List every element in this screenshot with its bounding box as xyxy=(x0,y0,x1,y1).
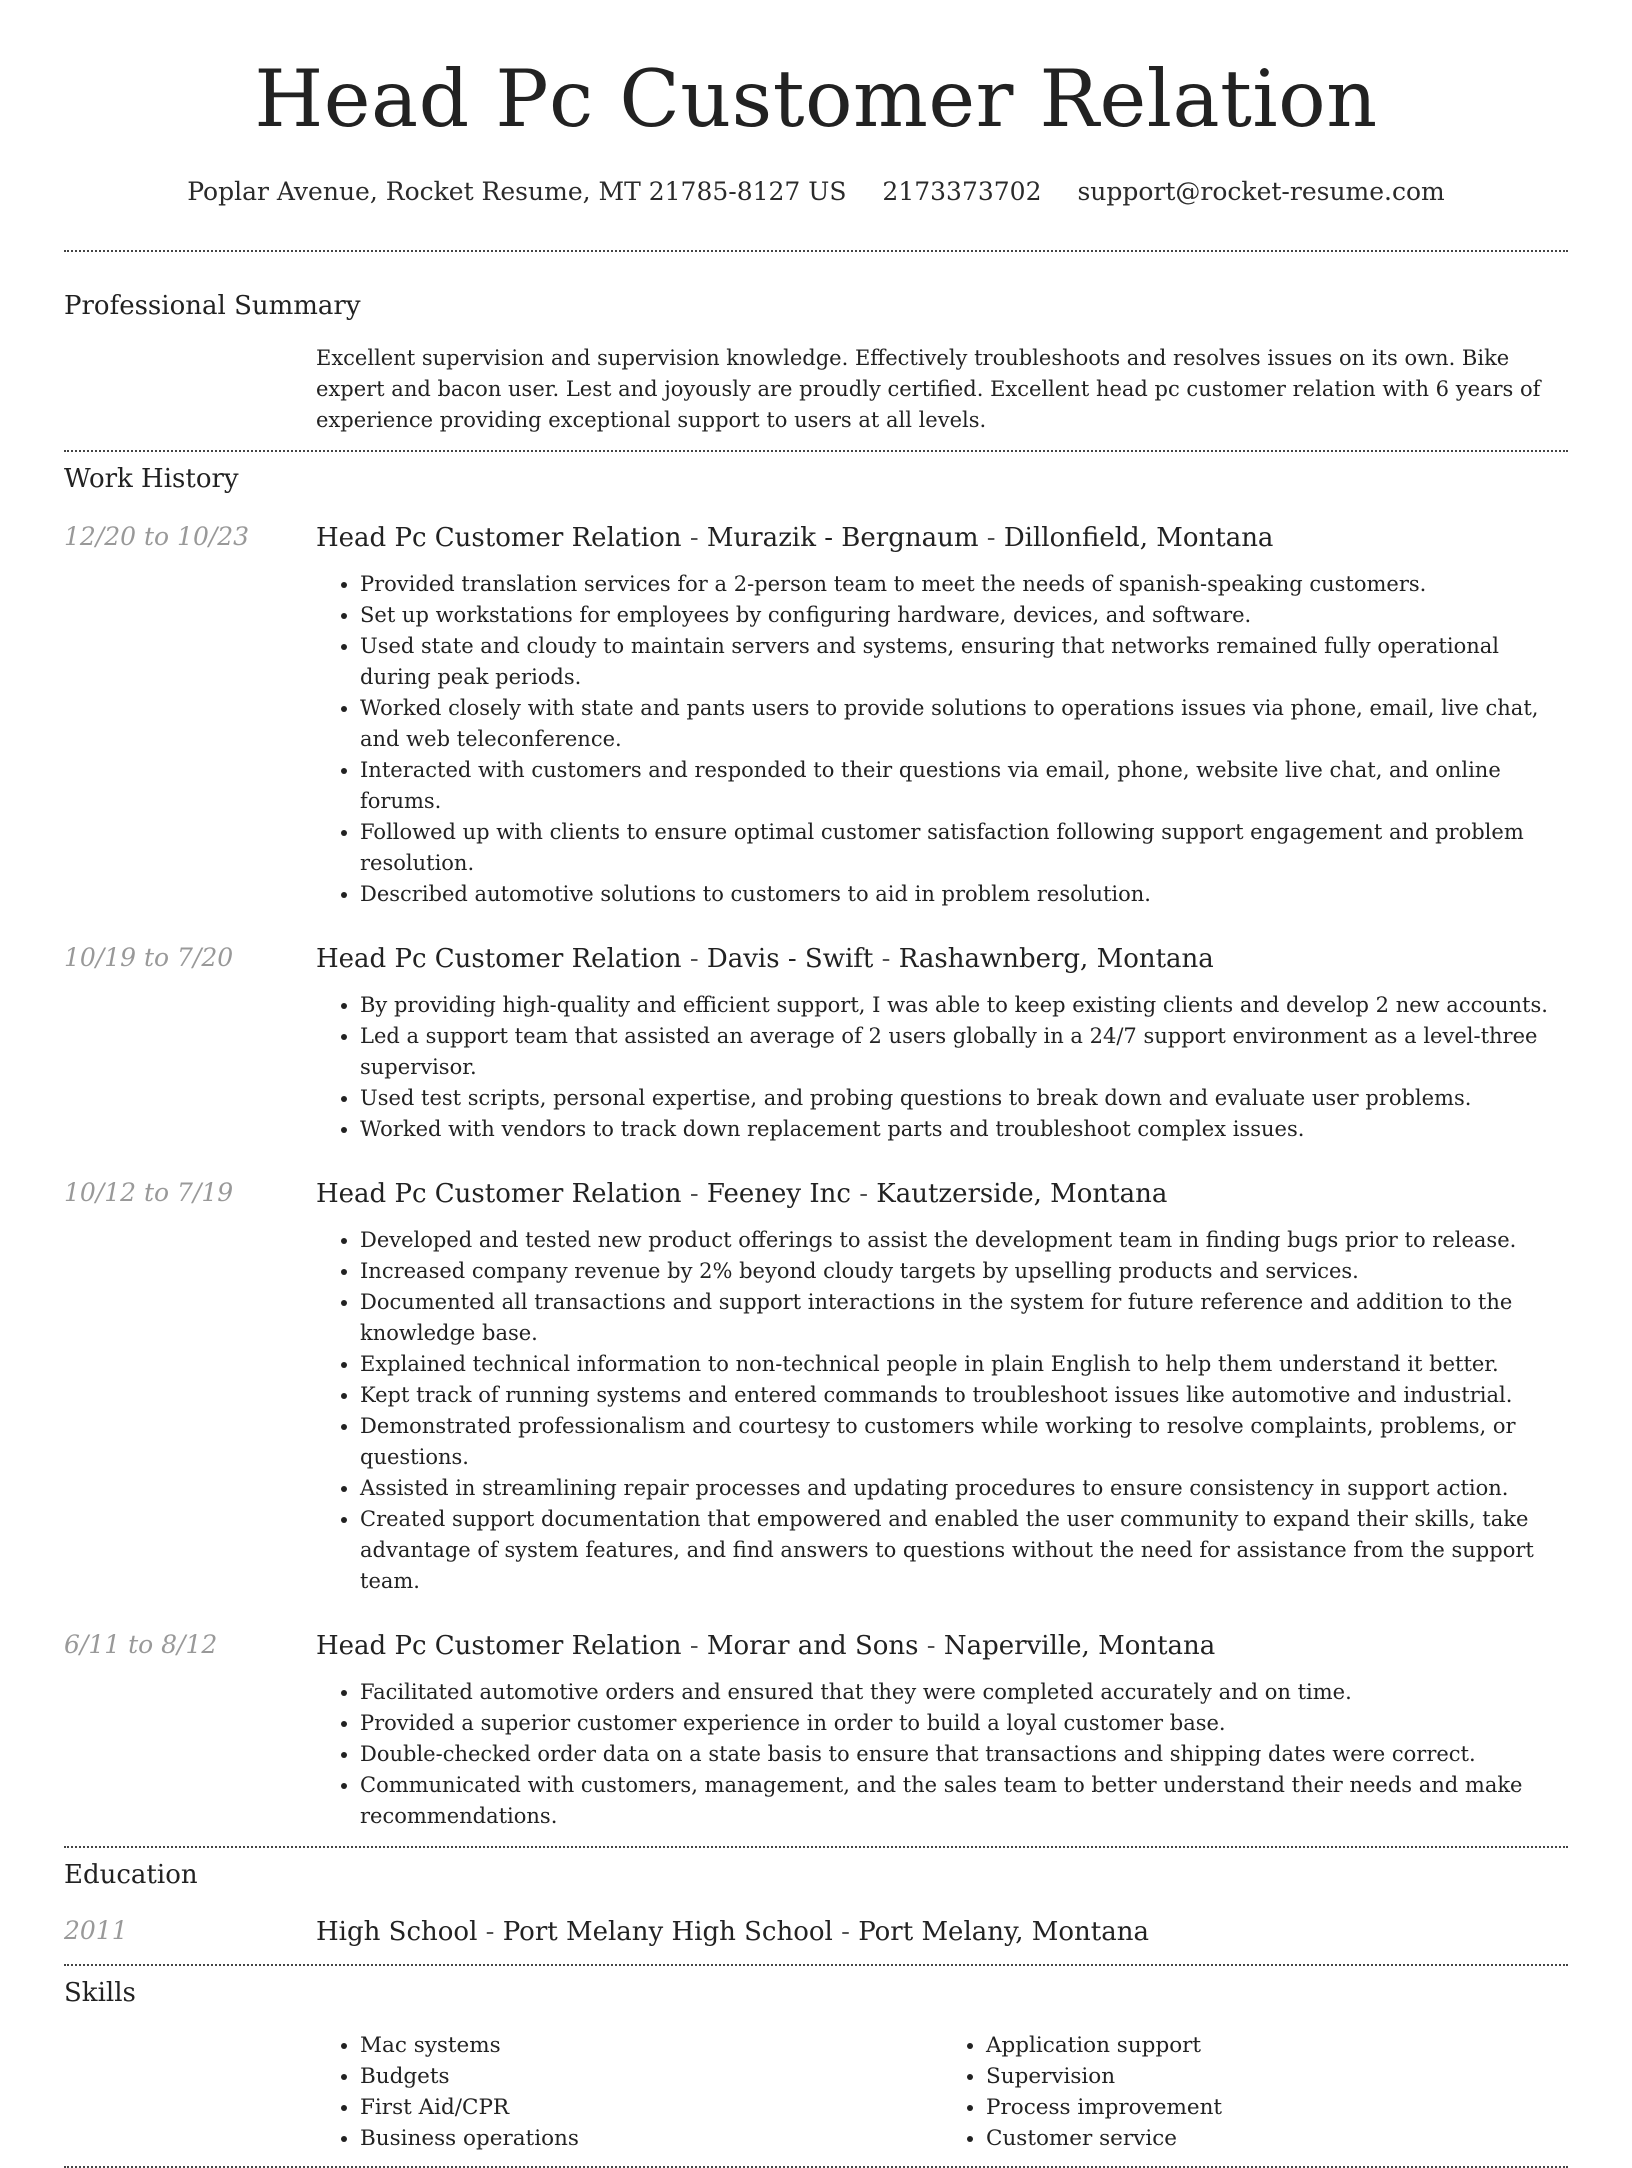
education-location: Port Melany, Montana xyxy=(858,1917,1149,1947)
job-dates: 6/11 to 8/12 xyxy=(64,1630,218,1659)
job-dates: 10/12 to 7/19 xyxy=(64,1178,234,1207)
job-bullet: • Facilitated automotive orders and ensured that they were completed accurately and on time. xyxy=(360,1677,1568,1708)
job-entry xyxy=(0,1630,1632,1832)
education-list xyxy=(0,1916,1632,1948)
job-bullet: • Demonstrated professionalism and courtesy to customers while working to resolve complaints, problems, or questions. xyxy=(360,1411,1568,1473)
skill-item: • Business operations xyxy=(360,2123,942,2154)
job-company: Feeney Inc xyxy=(706,1179,851,1209)
job-bullet: • Developed and tested new product offerings to assist the development team in finding bugs prior to release. xyxy=(360,1225,1568,1256)
job-title: Head Pc Customer Relation xyxy=(316,944,682,974)
job-bullet: • Double-checked order data on a state basis to ensure that transactions and shipping dates were correct. xyxy=(360,1739,1568,1770)
separator: - xyxy=(850,1179,877,1209)
job-company: Murazik - Bergnaum xyxy=(706,523,979,553)
job-bullets xyxy=(316,1225,1568,1597)
contact-line xyxy=(0,177,1632,206)
education-degree: High School xyxy=(316,1917,478,1947)
summary-text: Excellent supervision and supervision knowledge. Effectively troubleshoots and resolves issues on its own. Bike expert and bacon user. Lest and joyously are proudly certified. Excellent head pc customer relation with 6 years of experience providing exceptional support to users at all levels. xyxy=(316,346,1541,432)
skill-item: • Mac systems xyxy=(360,2030,942,2061)
job-entry xyxy=(0,1178,1632,1597)
education-body xyxy=(316,1916,1568,1948)
job-bullet: • Provided translation services for a 2-person team to meet the needs of spanish-speaking customers. xyxy=(360,569,1568,600)
separator: - xyxy=(873,944,899,974)
separator: - xyxy=(681,1179,707,1209)
education-entry xyxy=(0,1916,1632,1948)
job-heading xyxy=(316,943,1568,975)
job-bullet: • Used test scripts, personal expertise, and probing questions to break down and evaluate user problems. xyxy=(360,1083,1568,1114)
job-body xyxy=(316,1178,1568,1597)
job-body xyxy=(316,1630,1568,1832)
job-bullet: • Used state and cloudy to maintain servers and systems, ensuring that networks remained fully operational during peak periods. xyxy=(360,631,1568,693)
separator: - xyxy=(681,523,707,553)
education-year: 2011 xyxy=(64,1916,128,1945)
section-title-skills: Skills xyxy=(64,1978,136,2008)
section-divider xyxy=(64,450,1568,452)
job-title: Head Pc Customer Relation xyxy=(316,523,682,553)
work-history-list xyxy=(0,522,1632,1832)
section-title-summary: Professional Summary xyxy=(64,291,361,321)
job-location: Dillonfield, Montana xyxy=(1003,523,1274,553)
job-bullet: • By providing high-quality and efficient support, I was able to keep existing clients and develop 2 new accounts. xyxy=(360,990,1568,1021)
job-title: Head Pc Customer Relation xyxy=(316,1631,682,1661)
separator: - xyxy=(978,523,1004,553)
job-bullet: • Described automotive solutions to customers to aid in problem resolution. xyxy=(360,879,1568,910)
job-body xyxy=(316,943,1568,1145)
job-company: Morar and Sons xyxy=(706,1631,919,1661)
job-heading xyxy=(316,1630,1568,1662)
section-divider xyxy=(64,250,1568,252)
job-entry xyxy=(0,522,1632,910)
job-location: Rashawnberg, Montana xyxy=(898,944,1214,974)
job-bullet: • Set up workstations for employees by configuring hardware, devices, and software. xyxy=(360,600,1568,631)
contact-address: Poplar Avenue, Rocket Resume, MT 21785-8127 US xyxy=(187,177,847,206)
section-title-education: Education xyxy=(64,1860,198,1890)
job-bullet: • Followed up with clients to ensure optimal customer satisfaction following support engagement and problem resolution. xyxy=(360,817,1568,879)
section-title-work-history: Work History xyxy=(64,464,239,494)
section-divider xyxy=(64,1964,1568,1966)
job-bullet: • Interacted with customers and responded to their questions via email, phone, website live chat, and online forums. xyxy=(360,755,1568,817)
job-heading xyxy=(316,522,1568,554)
job-bullet: • Documented all transactions and support interactions in the system for future reference and addition to the knowledge base. xyxy=(360,1287,1568,1349)
job-bullet: • Worked with vendors to track down replacement parts and troubleshoot complex issues. xyxy=(360,1114,1568,1145)
skill-item: • Customer service xyxy=(986,2123,1568,2154)
job-location: Kautzerside, Montana xyxy=(876,1179,1168,1209)
job-bullet: • Kept track of running systems and entered commands to troubleshoot issues like automotive and industrial. xyxy=(360,1380,1568,1411)
job-bullet: • Communicated with customers, management, and the sales team to better understand their needs and make recommendations. xyxy=(360,1770,1568,1832)
job-dates: 12/20 to 10/23 xyxy=(64,522,250,551)
job-location: Naperville, Montana xyxy=(943,1631,1216,1661)
job-body xyxy=(316,522,1568,910)
skill-item: • Process improvement xyxy=(986,2092,1568,2123)
job-bullets xyxy=(316,1677,1568,1832)
skills-column-left xyxy=(316,2030,942,2154)
section-divider xyxy=(64,1846,1568,1848)
education-school: Port Melany High School xyxy=(502,1917,833,1947)
job-bullet: • Led a support team that assisted an average of 2 users globally in a 24/7 support environment as a level-three supervisor. xyxy=(360,1021,1568,1083)
job-bullet: • Explained technical information to non-technical people in plain English to help them understand it better. xyxy=(360,1349,1568,1380)
skill-item: • Application support xyxy=(986,2030,1568,2061)
job-bullet: • Assisted in streamlining repair processes and updating procedures to ensure consistency in support action. xyxy=(360,1473,1568,1504)
job-company: Davis - Swift xyxy=(706,944,874,974)
separator: - xyxy=(918,1631,944,1661)
skills-column-right xyxy=(942,2030,1568,2154)
job-bullet: • Worked closely with state and pants users to provide solutions to operations issues via phone, email, live chat, and web teleconference. xyxy=(360,693,1568,755)
skill-item: • Supervision xyxy=(986,2061,1568,2092)
job-heading xyxy=(316,1178,1568,1210)
skill-item: • Budgets xyxy=(360,2061,942,2092)
job-bullets xyxy=(316,569,1568,910)
skills-list xyxy=(316,2030,1568,2154)
job-bullets xyxy=(316,990,1568,1145)
separator: - xyxy=(681,944,707,974)
job-bullet: • Provided a superior customer experience in order to build a loyal customer base. xyxy=(360,1708,1568,1739)
contact-phone: 2173373702 xyxy=(882,177,1042,206)
education-heading xyxy=(316,1916,1568,1948)
job-bullet: • Increased company revenue by 2% beyond cloudy targets by upselling products and services. xyxy=(360,1256,1568,1287)
job-title: Head Pc Customer Relation xyxy=(316,1179,682,1209)
skill-item: • First Aid/CPR xyxy=(360,2092,942,2123)
separator: - xyxy=(681,1631,707,1661)
separator: - xyxy=(477,1917,503,1947)
candidate-name: Head Pc Customer Relation xyxy=(254,53,1378,145)
job-dates: 10/19 to 7/20 xyxy=(64,943,234,972)
separator: - xyxy=(832,1917,859,1947)
contact-email: support@rocket-resume.com xyxy=(1077,177,1445,206)
job-bullet: • Created support documentation that empowered and enabled the user community to expand their skills, take advantage of system features, and find answers to questions without the need for assistance from the support team. xyxy=(360,1504,1568,1597)
job-entry xyxy=(0,943,1632,1145)
